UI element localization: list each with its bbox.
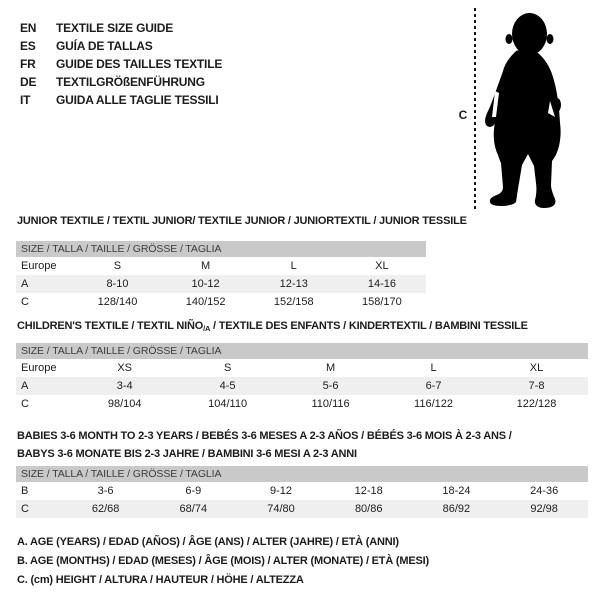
table-cell: 68/74 [149, 500, 237, 518]
table-cell: 12-13 [250, 275, 338, 293]
legend-line-a: A. AGE (YEARS) / EDAD (AÑOS) / ÂGE (ANS) / ALTER (JAHRE) / ETÀ (ANNI) [17, 536, 399, 548]
row-label: A [16, 377, 73, 395]
language-title: TEXTILE SIZE GUIDE [56, 21, 174, 35]
table-cell: 5-6 [279, 377, 382, 395]
language-list [20, 19, 222, 109]
table-row [16, 293, 426, 311]
language-code: EN [20, 21, 37, 35]
table-cell: L [430, 362, 437, 374]
table-cell: 6-7 [382, 377, 485, 395]
table-cell: L [290, 260, 297, 272]
row-label: Europe [21, 362, 57, 374]
table-cell: 3-4 [73, 377, 176, 395]
table-row [16, 377, 588, 395]
table-row [16, 275, 426, 293]
height-measure-label: C [458, 108, 468, 122]
size-header-bar [16, 343, 588, 359]
table-cell: S [223, 362, 232, 374]
table-cell: S [113, 260, 122, 272]
table-cell: 24-36 [530, 485, 559, 497]
table-cell: 122/128 [516, 398, 557, 410]
babies-table-title [17, 427, 512, 463]
babies-title-line2: BABYS 3-6 MONATE BIS 2-3 JAHRE / BAMBINI 3-6 MESI A 2-3 ANNI [17, 448, 357, 460]
table-cell: 80/86 [325, 500, 413, 518]
table-cell: 8-10 [73, 275, 161, 293]
table-cell: 3-6 [97, 485, 114, 497]
size-header-bar [16, 466, 588, 482]
legend-line-c: C. (cm) HEIGHT / ALTURA / HAUTEUR / HÖHE / ALTEZZA [17, 574, 304, 586]
legend-line-b: B. AGE (MONTHS) / EDAD (MESES) / ÂGE (MOIS) / ALTER (MONATE) / ETÀ (MESI) [17, 555, 429, 567]
language-title: GUIDA ALLE TAGLIE TESSILI [56, 93, 219, 107]
row-label: C [16, 500, 62, 518]
row-label: A [16, 275, 73, 293]
children-title-pre: CHILDREN'S TEXTILE / TEXTIL NIÑO [17, 320, 204, 332]
table-cell: 92/98 [500, 500, 588, 518]
table-cell: 12-18 [354, 485, 383, 497]
table-cell: M [201, 260, 211, 272]
children-title-post: / TEXTILE DES ENFANTS / KINDERTEXTIL / BAMBINI TESSILE [210, 320, 528, 332]
language-title: GUIDE DES TAILLES TEXTILE [56, 57, 223, 71]
row-label: Europe [21, 260, 57, 272]
size-table-junior [16, 241, 426, 311]
table-cell: 10-12 [162, 275, 250, 293]
table-cell: 18-24 [442, 485, 471, 497]
language-code: DE [20, 75, 37, 89]
children-title-sub: /A [203, 324, 211, 333]
table-cell: 116/122 [414, 398, 453, 410]
table-row [16, 500, 588, 518]
height-measure-dashed-line [474, 8, 476, 209]
language-title: TEXTILGRÖßENFÜHRUNG [56, 75, 205, 89]
table-cell: 14-16 [338, 275, 426, 293]
children-table-title [17, 320, 528, 335]
table-cell: 140/152 [185, 296, 226, 308]
table-row [16, 482, 588, 500]
table-cell: 128/140 [97, 296, 138, 308]
language-title: GUÍA DE TALLAS [56, 39, 153, 53]
table-cell: 158/170 [362, 296, 402, 308]
size-header-label: SIZE / TALLA / TAILLE / GRÖSSE / TAGLIA [16, 343, 588, 359]
table-cell: 9-12 [269, 485, 293, 497]
table-cell: 152/158 [273, 296, 314, 308]
table-row [16, 359, 588, 377]
size-header-label: SIZE / TALLA / TAILLE / GRÖSSE / TAGLIA [16, 241, 426, 257]
table-cell: 74/80 [237, 500, 325, 518]
table-cell: XL [529, 362, 544, 374]
table-cell: 86/92 [413, 500, 501, 518]
table-row [16, 395, 588, 413]
table-cell: 110/116 [311, 398, 350, 410]
table-cell: 98/104 [107, 398, 142, 410]
table-cell: 4-5 [176, 377, 279, 395]
measurement-legend [17, 533, 429, 590]
row-label: C [21, 296, 29, 308]
row-label: C [21, 398, 29, 410]
toddler-silhouette-icon [480, 5, 590, 215]
table-cell: XS [117, 362, 132, 374]
babies-title-line1: BABIES 3-6 MONTH TO 2-3 YEARS / BEBÉS 3-6 MESES A 2-3 AÑOS / BÉBÉS 3-6 MOIS À 2-3 ANS / [17, 430, 512, 442]
table-row [16, 257, 426, 275]
language-code: ES [20, 39, 36, 53]
size-header-bar [16, 241, 426, 257]
table-cell: M [325, 362, 336, 374]
size-table-children [16, 343, 588, 413]
table-cell: 104/110 [208, 398, 248, 410]
junior-table-title: JUNIOR TEXTILE / TEXTIL JUNIOR/ TEXTILE JUNIOR / JUNIORTEXTIL / JUNIOR TESSILE [17, 215, 467, 227]
table-cell: 7-8 [485, 377, 588, 395]
language-code: IT [20, 93, 31, 107]
size-header-label: SIZE / TALLA / TAILLE / GRÖSSE / TAGLIA [16, 466, 588, 482]
size-table-babies [16, 466, 588, 518]
row-label: B [21, 485, 29, 497]
table-cell: 62/68 [62, 500, 150, 518]
language-code: FR [20, 57, 36, 71]
table-cell: 6-9 [185, 485, 202, 497]
table-cell: XL [375, 260, 389, 272]
